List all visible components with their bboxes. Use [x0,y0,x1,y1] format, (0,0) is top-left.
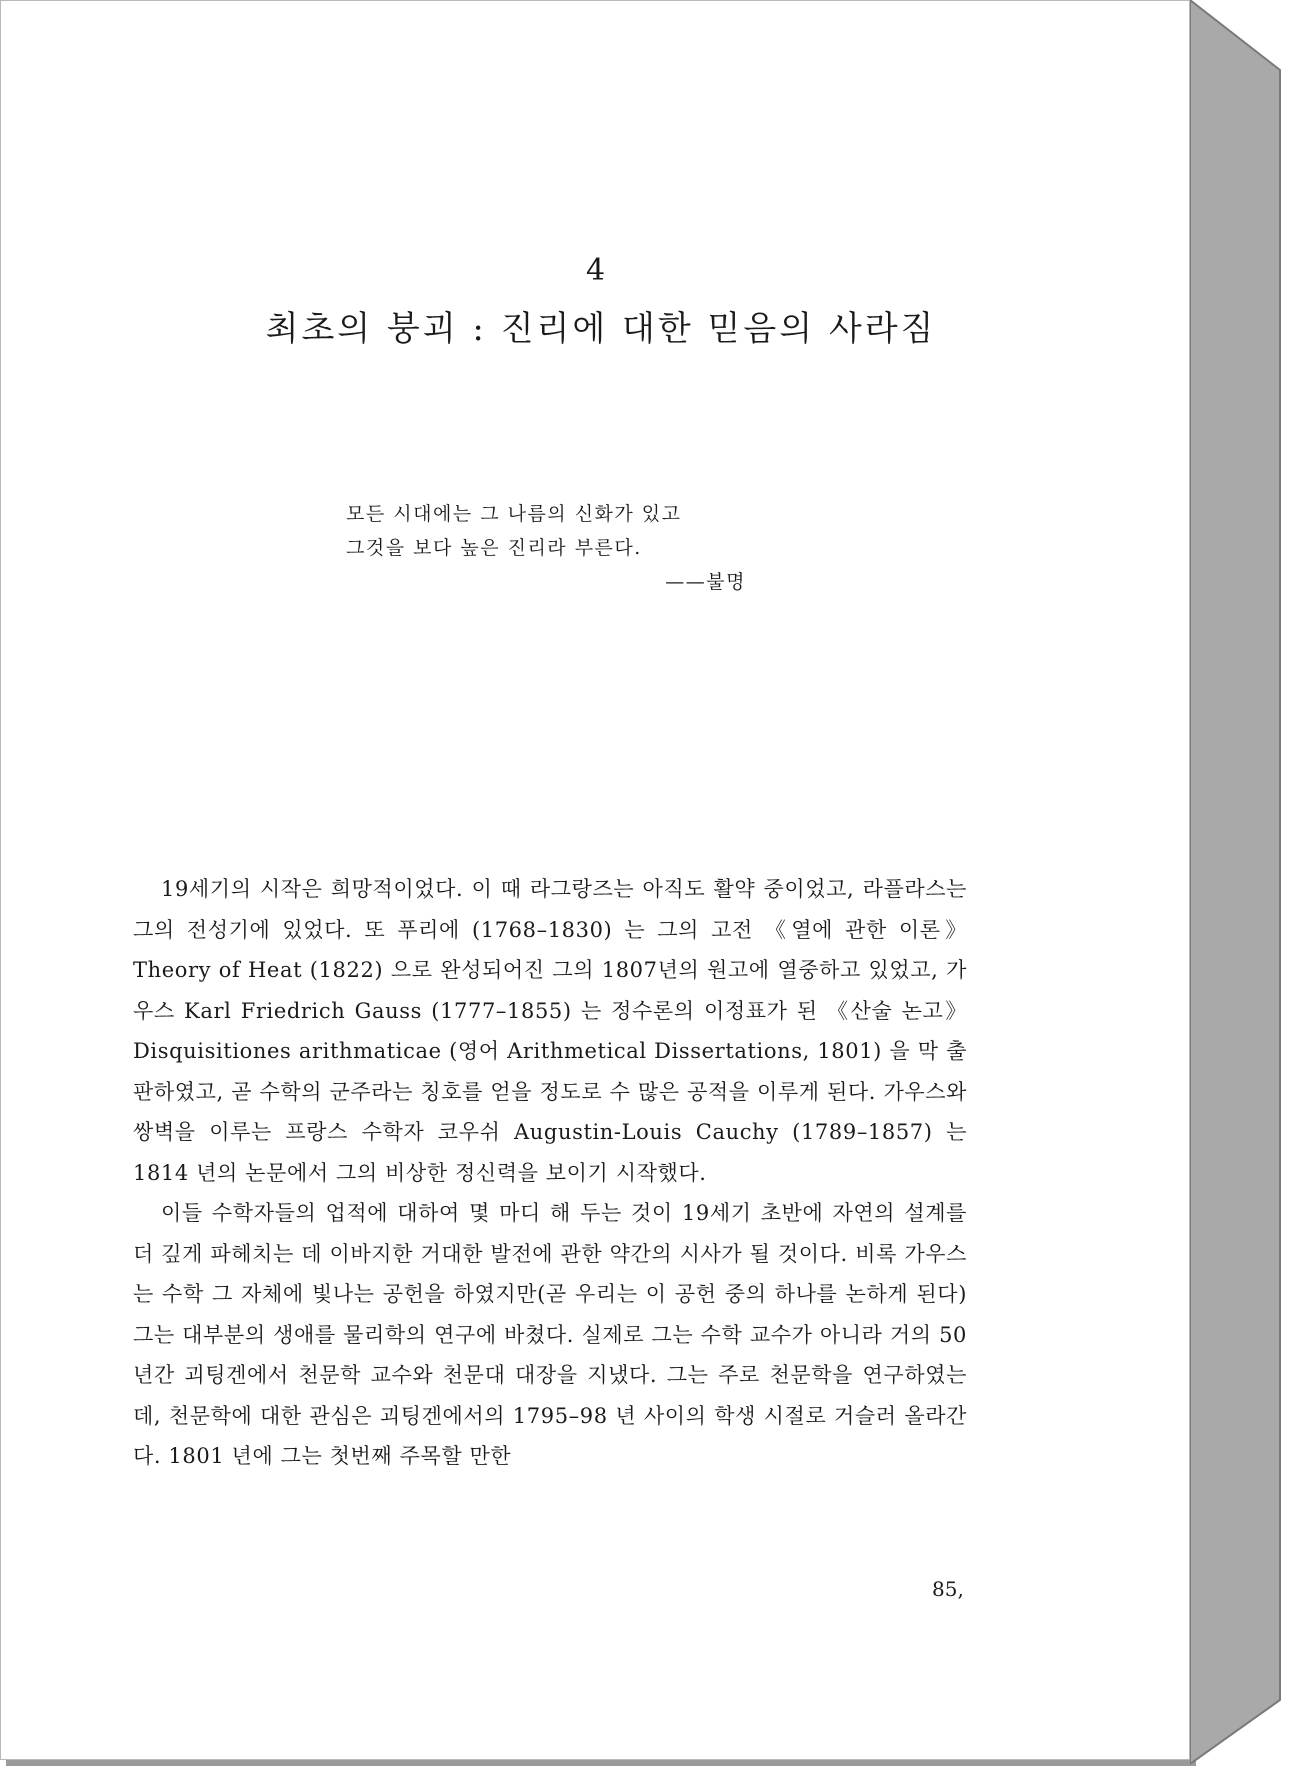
epigraph [346,497,746,599]
book-spine [1190,0,1284,1764]
paragraph-2: 이들 수학자들의 업적에 대하여 몇 마디 해 두는 것이 19세기 초반에 자연의 설계를 더 깊게 파헤치는 데 이바지한 거대한 발전에 관한 약간의 시사가 될 것이다. 비록 가우스는 수학 그 자체에 빛나는 공헌을 하였지만(곧 우리는 이 공헌 중의 하나를 논하게 된다) 그는 대부분의 생애를 물리학의 연구에 바쳤다. 실제로 그는 수학 교수가 아니라 거의 50년간 괴팅겐에서 천문학 교수와 천문대 대장을 지냈다. 그는 주로 천문학을 연구하였는데, 천문학에 대한 관심은 괴팅겐에서의 1795–98 년 사이의 학생 시절로 거슬러 올라간다. 1801 년에 그는 첫번째 주목할 만한 [133,1201,967,1468]
paragraph-1: 19세기의 시작은 희망적이었다. 이 때 라그랑즈는 아직도 활약 중이었고, 라플라스는 그의 전성기에 있었다. 또 푸리에 (1768–1830) 는 그의 고전 《열에 관한 이론》 Theory of Heat (1822) 으로 완성되어진 그의 1807년의 원고에 열중하고 있었고, 가우스 Karl Friedrich Gauss (1777–1855) 는 정수론의 이정표가 된 《산술 논고》 Disquisitiones arithmaticae (영어 Arithmetical Dissertations, 1801) 을 막 출판하였고, 곧 수학의 군주라는 칭호를 얻을 정도로 수 많은 공적을 이루게 된다. 가우스와 쌍벽을 이루는 프랑스 수학자 코우쉬 Augustin-Louis Cauchy (1789–1857) 는 1814 년의 논문에서 그의 비상한 정신력을 보이기 시작했다. [133,877,967,1185]
body-text [133,869,967,1477]
chapter-number: 4 [585,253,607,288]
epigraph-line-1: 모든 시대에는 그 나름의 신화가 있고 [346,503,682,525]
epigraph-line-2: 그것을 보다 높은 진리라 부른다. [346,537,642,559]
chapter-title: 최초의 붕괴 : 진리에 대한 믿음의 사라짐 [265,309,937,349]
page-number: 85, [932,1577,964,1601]
epigraph-source: ——불명 [665,571,746,593]
